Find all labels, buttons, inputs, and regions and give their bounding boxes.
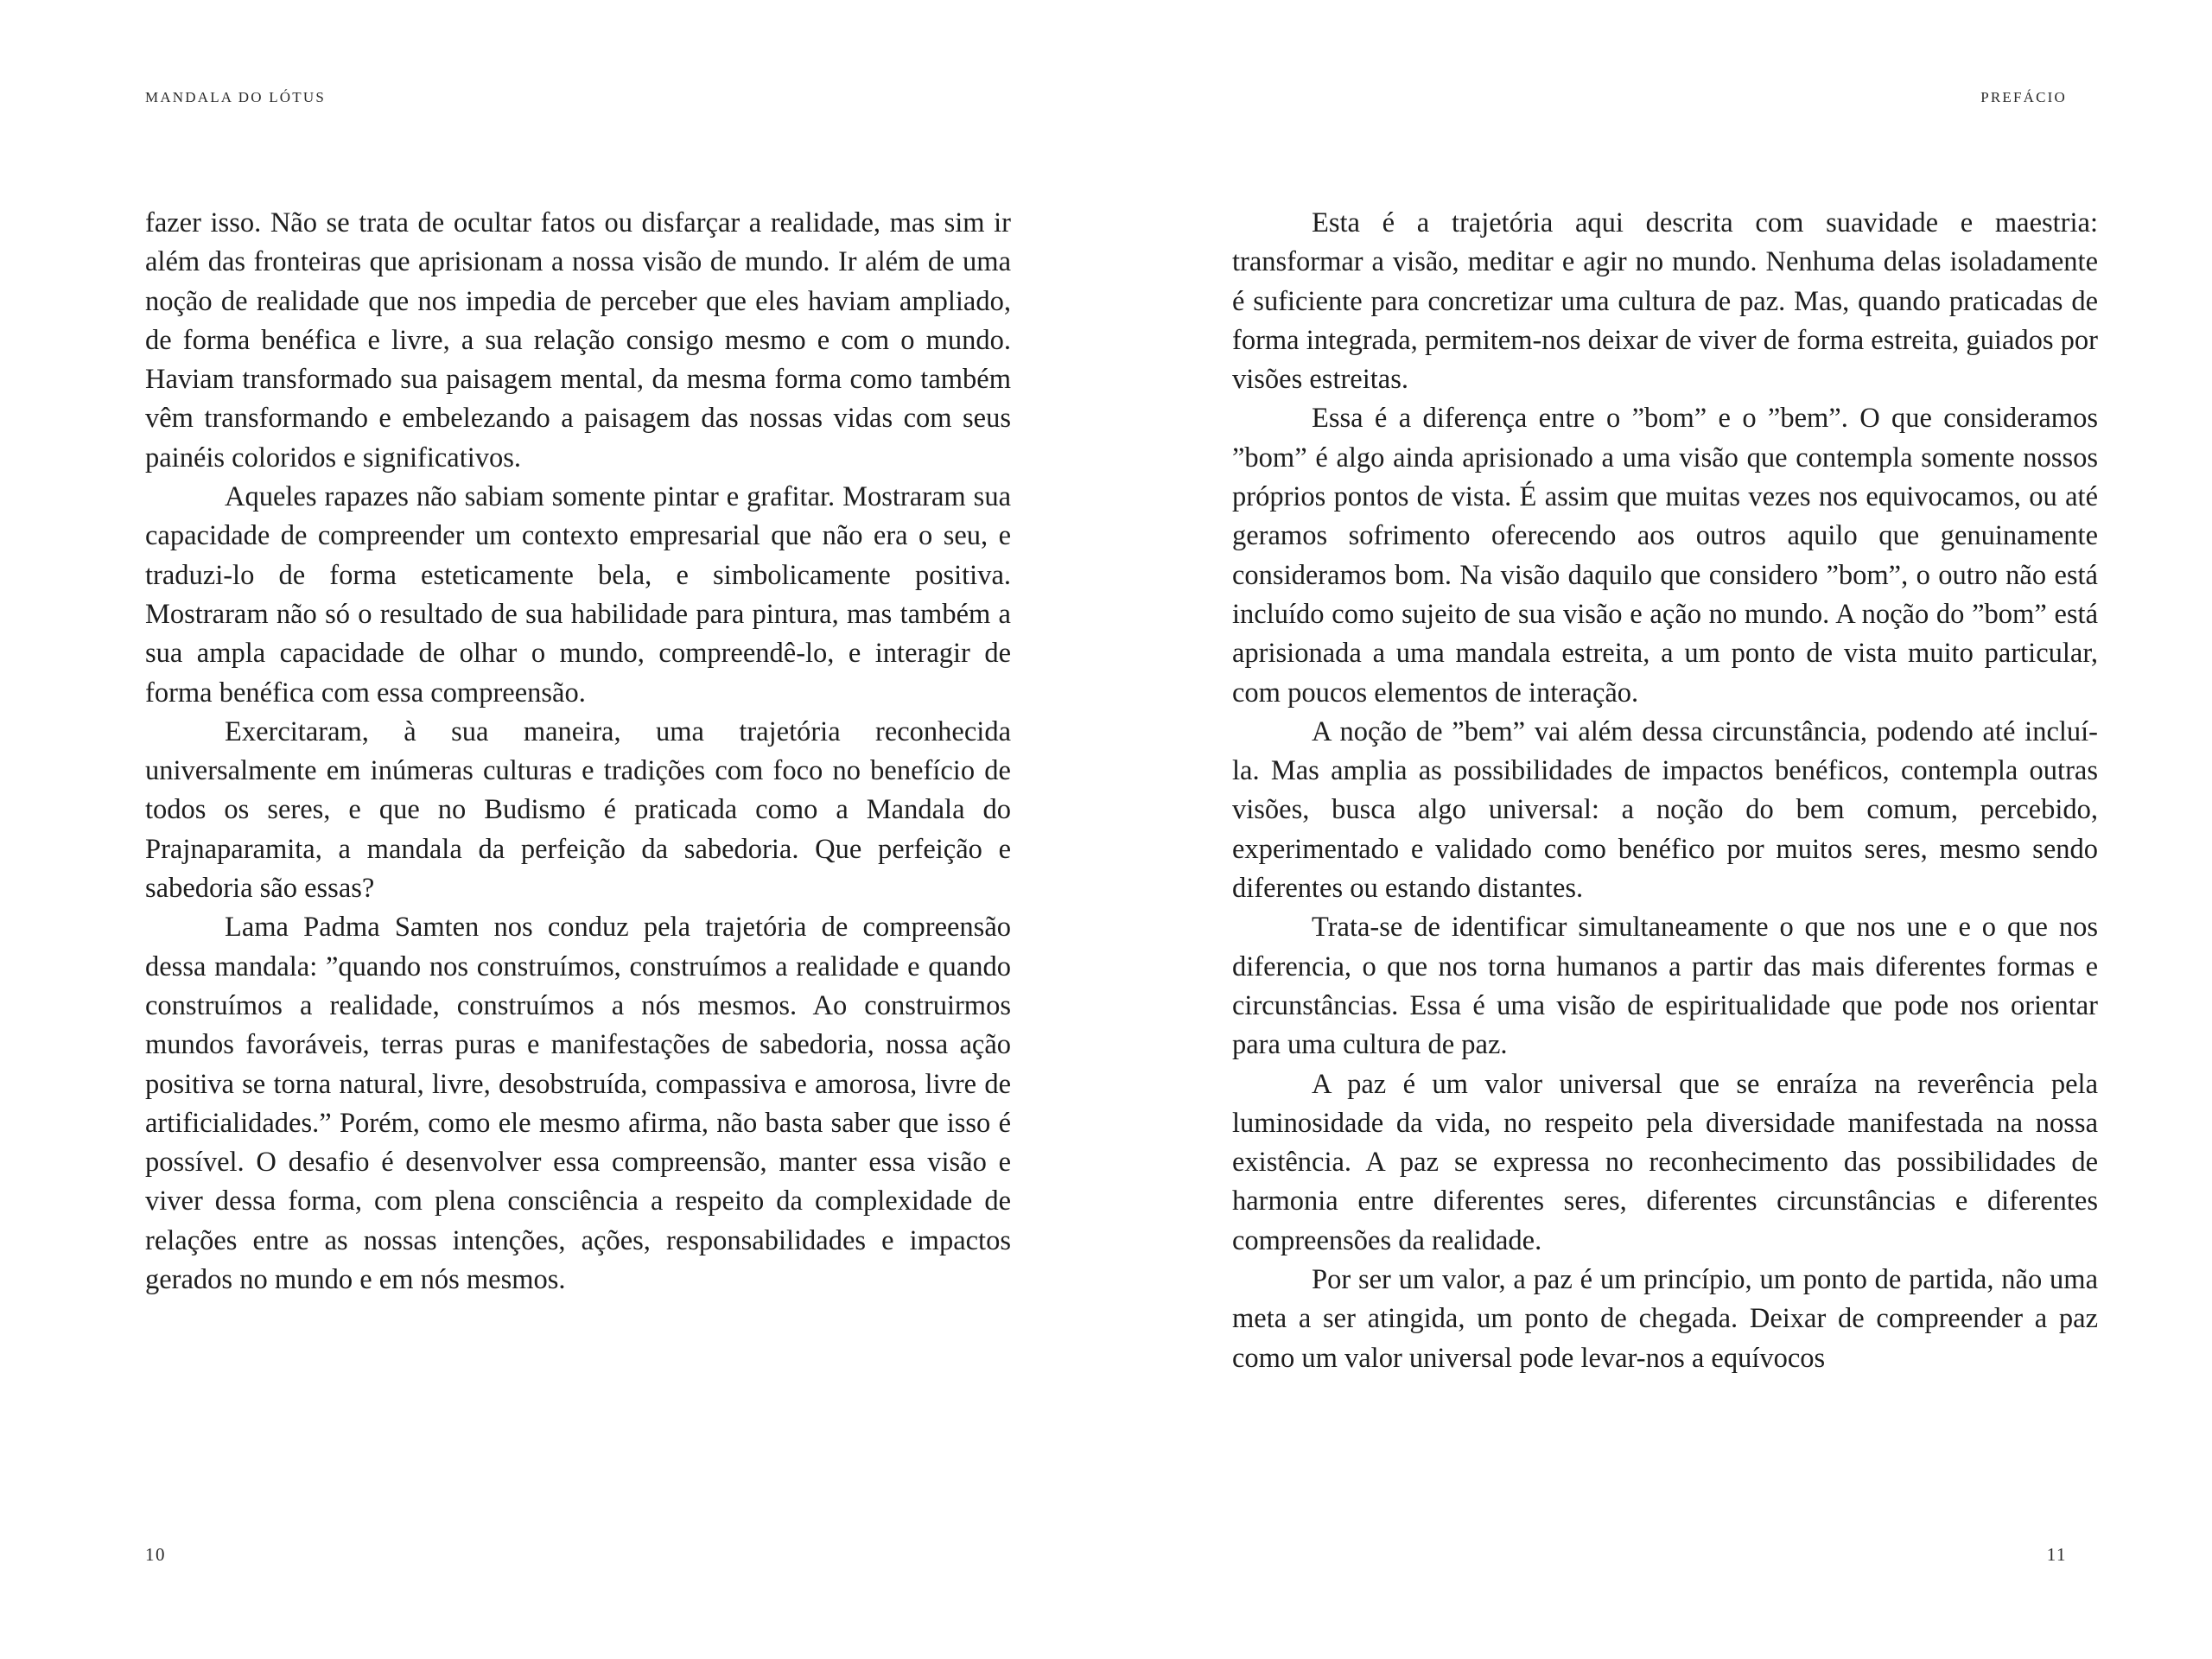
page-number: 10 (145, 1544, 166, 1565)
right-body-text (1232, 204, 2098, 1378)
paragraph: Por ser um valor, a paz é um princípio, um ponto de partida, não uma meta a ser atingida, um ponto de chegada. Deixar de compreender a paz como um valor universal pode levar-nos a equívocos (1232, 1264, 2098, 1374)
running-head-chapter-title: PREFÁCIO (1980, 89, 2067, 105)
paragraph: A paz é um valor universal que se enraíza na reverência pela luminosidade da vida, no respeito pela diversidade manifestada na nossa existência. A paz se expressa no reconhecimento das possibilidades de harmonia entre diferentes seres, diferentes circunstâncias e diferentes compreensões da realidade. (1232, 1068, 2098, 1256)
paragraph: Essa é a diferença entre o ”bom” e o ”bem”. O que consideramos ”bom” é algo ainda aprisionado a uma visão que contempla somente nossos próprios pontos de vista. É assim que muitas vezes nos equivocamos, ou até geramos sofrimento oferecendo aos outros aquilo que genuinamente consideramos bom. Na visão daquilo que considero ”bom”, o outro não está incluído como sujeito de sua visão e ação no mundo. A noção do ”bom” está aprisionada a uma mandala estreita, a um ponto de vista muito particular, com poucos elementos de interação. (1232, 403, 2098, 709)
running-head-book-title: MANDALA DO LÓTUS (145, 89, 326, 105)
paragraph: Esta é a trajetória aqui descrita com suavidade e maestria: transformar a visão, meditar e agir no mundo. Nenhuma delas isoladamente é suficiente para concretizar uma cultura de paz. Mas, quando praticadas de forma integrada, permitem-nos deixar de viver de forma estreita, guiados por visões estreitas. (1232, 207, 2098, 396)
paragraph: Trata-se de identificar simultaneamente o que nos une e o que nos diferencia, o que nos torna humanos a partir das mais diferentes formas e circunstâncias. Essa é uma visão de espiritualidade que pode nos orientar para uma cultura de paz. (1232, 912, 2098, 1061)
paragraph: Lama Padma Samten nos conduz pela trajetória de compreensão dessa mandala: ”quando nos construímos, construímos a realidade e quando construímos a realidade, construímos a nós mesmos. Ao construirmos mundos favoráveis, terras puras e manifestações de sabedoria, nossa ação positiva se torna natural, livre, desobstruída, compassiva e amorosa, livre de artificialidades.” Porém, como ele mesmo afirma, não basta saber que isso é possível. O desafio é desenvolver essa compreensão, manter essa visão e viver dessa forma, com plena consciência a respeito da complexidade de relações entre as nossas intenções, ações, responsabilidades e impactos gerados no mundo e em nós mesmos. (145, 912, 1011, 1296)
page-number: 11 (2046, 1544, 2067, 1565)
paragraph: Exercitaram, à sua maneira, uma trajetória reconhecida universalmente em inúmeras culturas e tradições com foco no benefício de todos os seres, e que no Budismo é praticada como a Mandala do Prajnaparamita, a mandala da perfeição da sabedoria. Que perfeição e sabedoria são essas? (145, 715, 1011, 905)
paragraph: Aqueles rapazes não sabiam somente pintar e grafitar. Mostraram sua capacidade de compreender um contexto empresarial que não era o seu, e traduzi-lo de forma esteticamente bela, e simbolicamente positiva. Mostraram não só o resultado de sua habilidade para pintura, mas também a sua ampla capacidade de olhar o mundo, compreendê-lo, e interagir de forma benéfica com essa compreensão. (145, 481, 1011, 709)
paragraph: fazer isso. Não se trata de ocultar fatos ou disfarçar a realidade, mas sim ir além das fronteiras que aprisionam a nossa visão de mundo. Ir além de uma noção de realidade que nos impedia de perceber que eles haviam ampliado, de forma benéfica e livre, a sua relação consigo mesmo e com o mundo. Haviam transformado sua paisagem mental, da mesma forma como também vêm transformando e embelezando a paisagem das nossas vidas com seus painéis coloridos e significativos. (145, 207, 1011, 474)
paragraph: A noção de ”bem” vai além dessa circunstância, podendo até incluí-la. Mas amplia as possibilidades de impactos benéficos, contempla outras visões, busca algo universal: a noção do bem comum, percebido, experimentado e validado como benéfico por muitos seres, mesmo sendo diferentes ou estando distantes. (1232, 715, 2098, 905)
right-page (1106, 0, 2212, 1659)
left-body-text (145, 204, 1011, 1300)
